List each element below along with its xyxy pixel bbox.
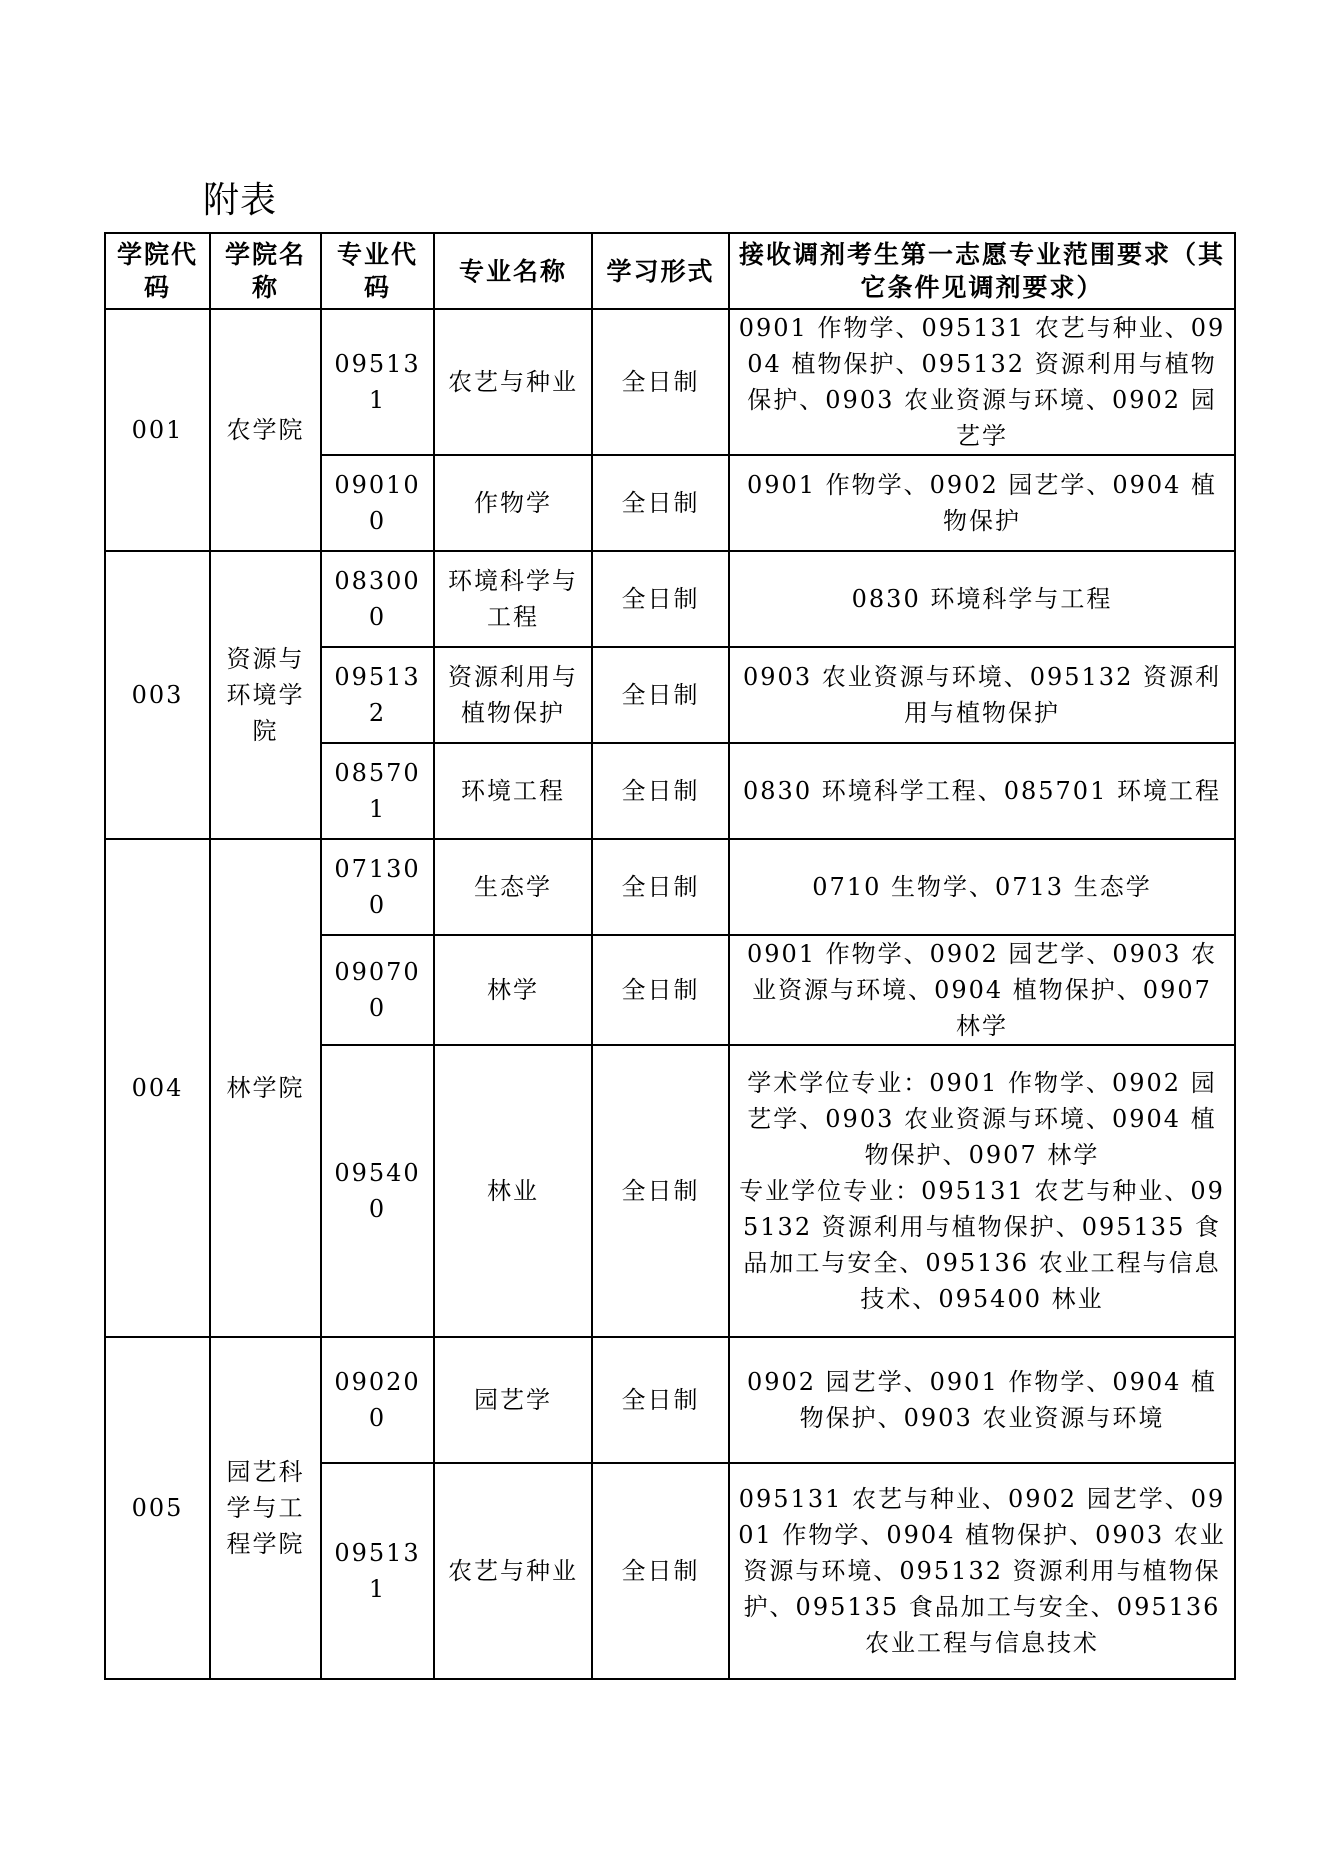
college-code: 005 <box>105 1337 210 1679</box>
adjustment-table <box>104 232 1236 1680</box>
major-code: 095400 <box>321 1045 434 1337</box>
requirement: 0901 作物学、095131 农艺与种业、0904 植物保护、095132 资源利用与植物保护、0903 农业资源与环境、0902 园艺学 <box>729 309 1235 455</box>
study-form: 全日制 <box>592 455 729 551</box>
header-row <box>105 233 1235 309</box>
header-college-name: 学院名称 <box>210 233 321 309</box>
study-form: 全日制 <box>592 935 729 1045</box>
header-study-form: 学习形式 <box>592 233 729 309</box>
header-college-code: 学院代码 <box>105 233 210 309</box>
major-code: 095131 <box>321 1463 434 1679</box>
requirement: 0901 作物学、0902 园艺学、0903 农业资源与环境、0904 植物保护、0907 林学 <box>729 935 1235 1045</box>
major-name: 园艺学 <box>434 1337 592 1463</box>
major-name: 资源利用与植物保护 <box>434 647 592 743</box>
major-code: 090700 <box>321 935 434 1045</box>
college-name: 农学院 <box>210 309 321 551</box>
table-row <box>105 1337 1235 1463</box>
study-form: 全日制 <box>592 551 729 647</box>
college-name: 资源与环境学院 <box>210 551 321 839</box>
major-code: 090200 <box>321 1337 434 1463</box>
major-name: 环境科学与工程 <box>434 551 592 647</box>
college-name: 园艺科学与工程学院 <box>210 1337 321 1679</box>
study-form: 全日制 <box>592 839 729 935</box>
requirement: 0710 生物学、0713 生态学 <box>729 839 1235 935</box>
study-form: 全日制 <box>592 1045 729 1337</box>
major-name: 农艺与种业 <box>434 309 592 455</box>
college-code: 001 <box>105 309 210 551</box>
requirement: 095131 农艺与种业、0902 园艺学、0901 作物学、0904 植物保护、0903 农业资源与环境、095132 资源利用与植物保护、095135 食品加工与安全、095136 农业工程与信息技术 <box>729 1463 1235 1679</box>
table-row <box>105 309 1235 455</box>
study-form: 全日制 <box>592 1337 729 1463</box>
college-code: 004 <box>105 839 210 1337</box>
header-requirement: 接收调剂考生第一志愿专业范围要求（其它条件见调剂要求） <box>729 233 1235 309</box>
major-name: 林业 <box>434 1045 592 1337</box>
major-code: 083000 <box>321 551 434 647</box>
page-title: 附表 <box>203 180 278 221</box>
college-code: 003 <box>105 551 210 839</box>
study-form: 全日制 <box>592 1463 729 1679</box>
study-form: 全日制 <box>592 309 729 455</box>
college-name: 林学院 <box>210 839 321 1337</box>
requirement-academic: 学术学位专业：0901 作物学、0902 园艺学、0903 农业资源与环境、0904 植物保护、0907 林学 <box>747 1069 1217 1169</box>
requirement: 0903 农业资源与环境、095132 资源利用与植物保护 <box>729 647 1235 743</box>
major-code: 085701 <box>321 743 434 839</box>
major-name: 农艺与种业 <box>434 1463 592 1679</box>
requirement: 0830 环境科学与工程 <box>729 551 1235 647</box>
study-form: 全日制 <box>592 743 729 839</box>
study-form: 全日制 <box>592 647 729 743</box>
major-code: 090100 <box>321 455 434 551</box>
requirement <box>729 1045 1235 1337</box>
major-name: 生态学 <box>434 839 592 935</box>
table-row <box>105 839 1235 935</box>
requirement: 0830 环境科学工程、085701 环境工程 <box>729 743 1235 839</box>
header-major-code: 专业代码 <box>321 233 434 309</box>
table-row <box>105 551 1235 647</box>
major-name: 环境工程 <box>434 743 592 839</box>
major-name: 作物学 <box>434 455 592 551</box>
header-major-name: 专业名称 <box>434 233 592 309</box>
requirement-professional: 专业学位专业：095131 农艺与种业、095132 资源利用与植物保护、095135 食品加工与安全、095136 农业工程与信息技术、095400 林业 <box>739 1177 1225 1313</box>
major-code: 071300 <box>321 839 434 935</box>
requirement: 0902 园艺学、0901 作物学、0904 植物保护、0903 农业资源与环境 <box>729 1337 1235 1463</box>
requirement: 0901 作物学、0902 园艺学、0904 植物保护 <box>729 455 1235 551</box>
major-name: 林学 <box>434 935 592 1045</box>
major-code: 095131 <box>321 309 434 455</box>
major-code: 095132 <box>321 647 434 743</box>
